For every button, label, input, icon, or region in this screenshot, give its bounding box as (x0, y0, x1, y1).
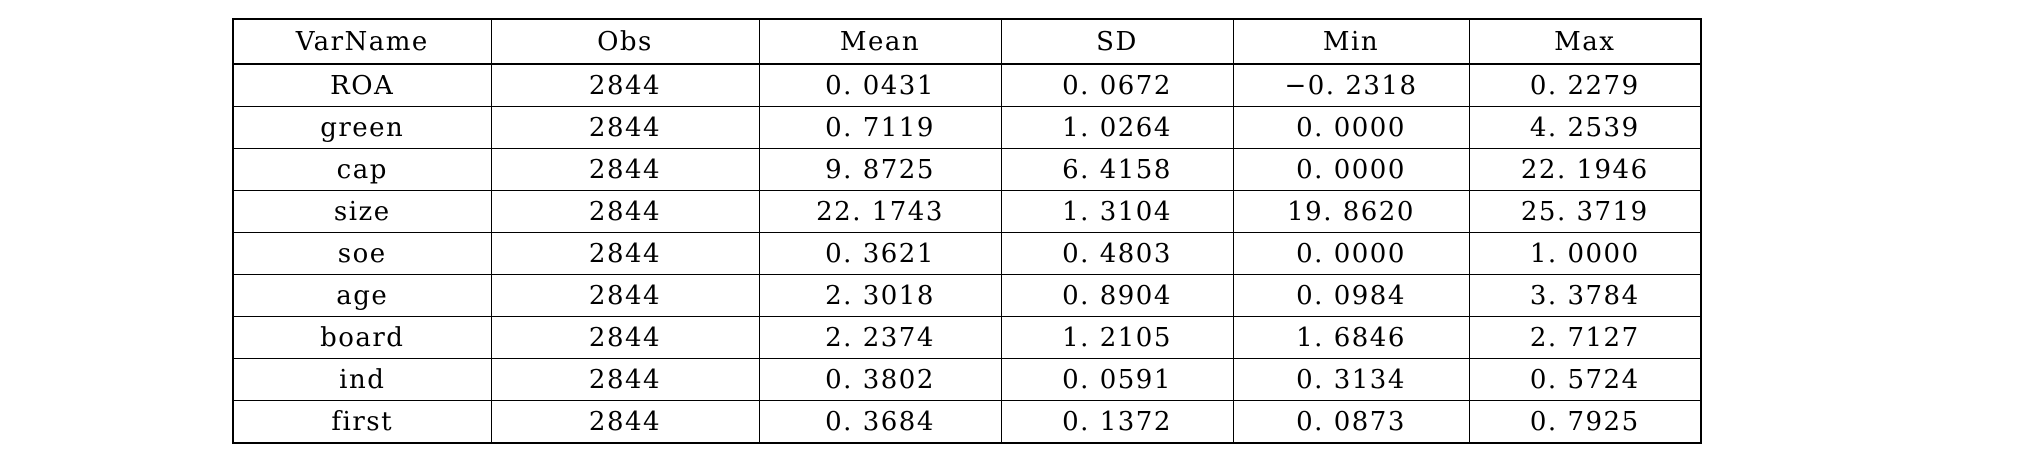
descriptive-statistics-table-wrapper (232, 18, 1700, 444)
cell-varname: size (233, 191, 491, 233)
cell-sd: 6. 4158 (1001, 149, 1233, 191)
cell-min: 0. 0873 (1233, 401, 1469, 444)
cell-min: 19. 8620 (1233, 191, 1469, 233)
cell-sd: 1. 0264 (1001, 107, 1233, 149)
cell-max: 0. 7925 (1469, 401, 1701, 444)
cell-obs: 2844 (491, 191, 759, 233)
table-row (233, 317, 1701, 359)
table-row (233, 107, 1701, 149)
cell-obs: 2844 (491, 401, 759, 444)
cell-max: 1. 0000 (1469, 233, 1701, 275)
cell-mean: 0. 7119 (759, 107, 1001, 149)
cell-mean: 2. 3018 (759, 275, 1001, 317)
cell-varname: soe (233, 233, 491, 275)
cell-mean: 0. 3621 (759, 233, 1001, 275)
cell-max: 2. 7127 (1469, 317, 1701, 359)
cell-obs: 2844 (491, 233, 759, 275)
cell-sd: 1. 3104 (1001, 191, 1233, 233)
column-header-obs: Obs (491, 19, 759, 64)
cell-sd: 1. 2105 (1001, 317, 1233, 359)
cell-max: 3. 3784 (1469, 275, 1701, 317)
cell-mean: 9. 8725 (759, 149, 1001, 191)
cell-max: 0. 5724 (1469, 359, 1701, 401)
cell-varname: ROA (233, 64, 491, 107)
cell-mean: 0. 3802 (759, 359, 1001, 401)
cell-max: 0. 2279 (1469, 64, 1701, 107)
column-header-min: Min (1233, 19, 1469, 64)
cell-varname: board (233, 317, 491, 359)
cell-min: 0. 0000 (1233, 233, 1469, 275)
column-header-mean: Mean (759, 19, 1001, 64)
cell-mean: 22. 1743 (759, 191, 1001, 233)
table-row (233, 149, 1701, 191)
cell-max: 25. 3719 (1469, 191, 1701, 233)
table-header-row (233, 19, 1701, 64)
descriptive-statistics-table (232, 18, 1702, 444)
cell-min: 0. 0000 (1233, 149, 1469, 191)
cell-sd: 0. 4803 (1001, 233, 1233, 275)
cell-sd: 0. 8904 (1001, 275, 1233, 317)
cell-sd: 0. 1372 (1001, 401, 1233, 444)
cell-mean: 2. 2374 (759, 317, 1001, 359)
cell-max: 4. 2539 (1469, 107, 1701, 149)
cell-min: 0. 0984 (1233, 275, 1469, 317)
cell-varname: green (233, 107, 491, 149)
cell-varname: age (233, 275, 491, 317)
cell-min: 1. 6846 (1233, 317, 1469, 359)
cell-obs: 2844 (491, 317, 759, 359)
table-row (233, 401, 1701, 444)
cell-obs: 2844 (491, 359, 759, 401)
table-body (233, 64, 1701, 443)
table-header (233, 19, 1701, 64)
cell-obs: 2844 (491, 149, 759, 191)
cell-varname: ind (233, 359, 491, 401)
cell-obs: 2844 (491, 107, 759, 149)
cell-min: 0. 3134 (1233, 359, 1469, 401)
table-row (233, 191, 1701, 233)
cell-min: 0. 0000 (1233, 107, 1469, 149)
column-header-max: Max (1469, 19, 1701, 64)
cell-obs: 2844 (491, 64, 759, 107)
cell-max: 22. 1946 (1469, 149, 1701, 191)
cell-varname: cap (233, 149, 491, 191)
table-row (233, 233, 1701, 275)
cell-sd: 0. 0672 (1001, 64, 1233, 107)
table-row (233, 359, 1701, 401)
cell-min: −0. 2318 (1233, 64, 1469, 107)
cell-varname: first (233, 401, 491, 444)
cell-mean: 0. 3684 (759, 401, 1001, 444)
cell-obs: 2844 (491, 275, 759, 317)
column-header-sd: SD (1001, 19, 1233, 64)
column-header-varname: VarName (233, 19, 491, 64)
cell-mean: 0. 0431 (759, 64, 1001, 107)
table-row (233, 64, 1701, 107)
cell-sd: 0. 0591 (1001, 359, 1233, 401)
table-row (233, 275, 1701, 317)
